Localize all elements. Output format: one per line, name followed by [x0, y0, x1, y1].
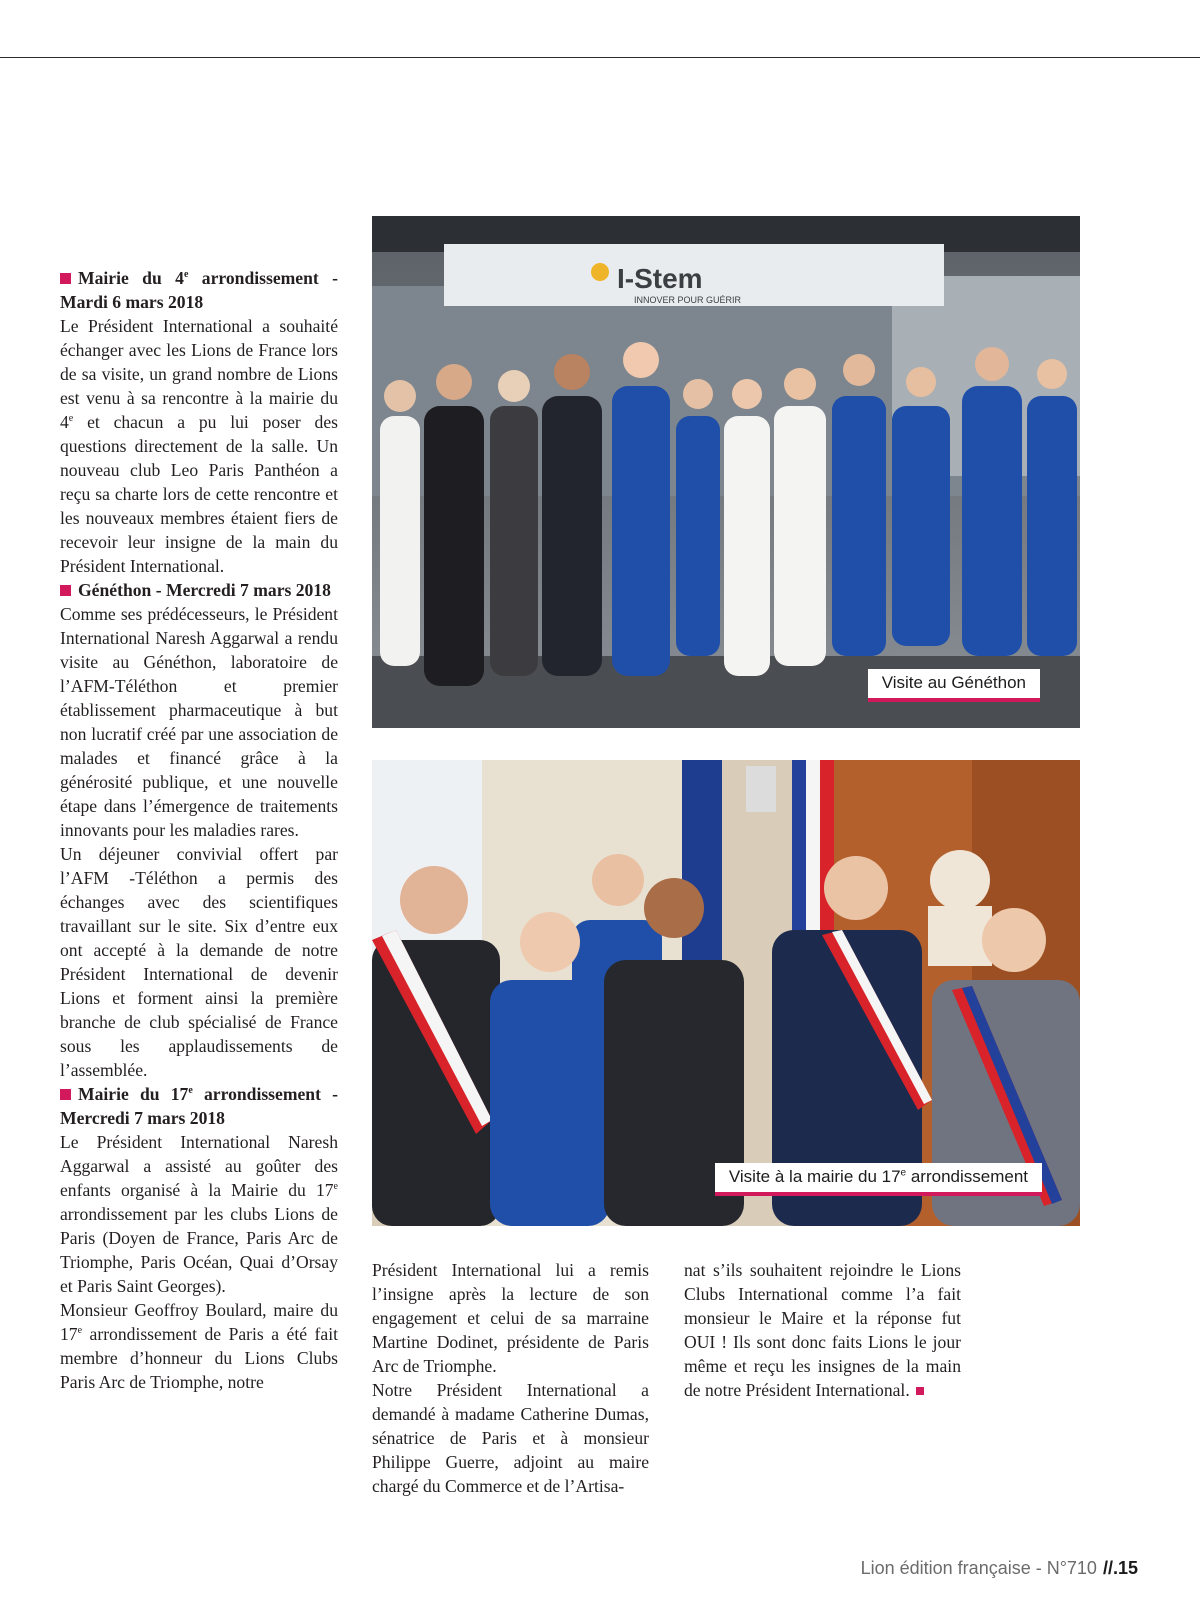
page-number: .15 [1112, 1558, 1138, 1578]
publication-name: Lion édition française - N°710 [860, 1558, 1097, 1578]
left-column [60, 266, 338, 1394]
photo-mairie-17-visit [372, 760, 1080, 1226]
section-heading-genethon: Généthon - Mercredi 7 mars 2018 [60, 578, 338, 602]
bullet-square-icon [60, 1089, 71, 1100]
section-body-mairie-4: Le Président International a souhaité échanger avec les Lions de France lors de sa visite, un grand nombre de Lions est venu à sa rencontre à la mairie du 4e et chacun a pu lui poser des questions directement de la salle. Un nouveau club Leo Paris Panthéon a reçu sa charte lors de cette rencontre et les nouveaux membres étaient fiers de recevoir leur insigne de la main du Président International. [60, 316, 338, 576]
middle-paragraph-1: Président International lui a remis l’insigne après la lecture de son engagement et celui de sa marraine Martine Dodinet, présidente de Paris Arc de Triomphe. [372, 1260, 649, 1376]
footer-slashes: // [1102, 1558, 1113, 1578]
photo-genethon-visit [372, 216, 1080, 728]
section-heading-mairie-4: Mairie du 4e arrondissement - Mardi 6 mars 2018 [60, 268, 338, 312]
photo-genethon-illustration [372, 216, 1080, 728]
section-body-mairie-17-1: Le Président International Naresh Aggarwal a assisté au goûter des enfants organisé à la Mairie du 17e arrondissement par les clubs Lions de Paris (Doyen de France, Paris Arc de Triomphe, Paris Océan, Quai d’Orsay et Paris Saint Georges). [60, 1132, 338, 1296]
istem-logo-sun-icon [591, 263, 609, 281]
bullet-square-icon [60, 585, 71, 596]
section-body-mairie-17-2: Monsieur Geoffroy Boulard, maire du 17e arrondissement de Paris a été fait membre d’honneur du Lions Clubs Paris Arc de Triomphe, notre [60, 1300, 338, 1392]
right-paragraph-1: nat s’ils souhaitent rejoindre le Lions Clubs International comme l’a fait monsieur le Maire et la réponse fut OUI ! Ils sont donc faits Lions le jour même et reçu les insignes de la main de notre Président International. [684, 1260, 961, 1400]
photo-caption-mairie-17: Visite à la mairie du 17e arrondissement [715, 1163, 1042, 1196]
section-heading-mairie-17: Mairie du 17e arrondissement - Mercredi 7 mars 2018 [60, 1084, 338, 1128]
photo-caption-genethon: Visite au Généthon [868, 669, 1040, 702]
page-footer [861, 1558, 1138, 1579]
right-column [684, 1258, 961, 1402]
middle-paragraph-2: Notre Président International a demandé à madame Catherine Dumas, sénatrice de Paris et à monsieur Philippe Guerre, adjoint au maire chargé du Commerce et de l’Artisa- [372, 1380, 649, 1496]
section-body-genethon-2: Un déjeuner convivial offert par l’AFM -Téléthon a permis des échanges avec des scientifiques travaillant sur le site. Six d’entre eux ont accepté à la demande de notre Président International de devenir Lions et forment ainsi la première branche de club spécialisé de France sous les applaudissements de l’assemblée. [60, 844, 338, 1080]
marianne-bust [930, 850, 990, 910]
section-body-genethon-1: Comme ses prédécesseurs, le Président International Naresh Aggarwal a rendu visite au Généthon, laboratoire de l’AFM-Téléthon et premier établissement pharmaceutique à but non lucratif créé par une association de malades et financé grâce à la générosité publique, et une nouvelle étape dans l’émergence de traitements innovants pour les maladies rares. [60, 604, 338, 840]
istem-sign-text: I-Stem [617, 263, 703, 294]
middle-column [372, 1258, 649, 1498]
end-of-article-square-icon [916, 1387, 924, 1395]
top-rule [0, 57, 1200, 58]
istem-sign-tagline: INNOVER POUR GUÉRIR [634, 295, 742, 305]
photo-mairie-17-illustration [372, 760, 1080, 1226]
bullet-square-icon [60, 273, 71, 284]
